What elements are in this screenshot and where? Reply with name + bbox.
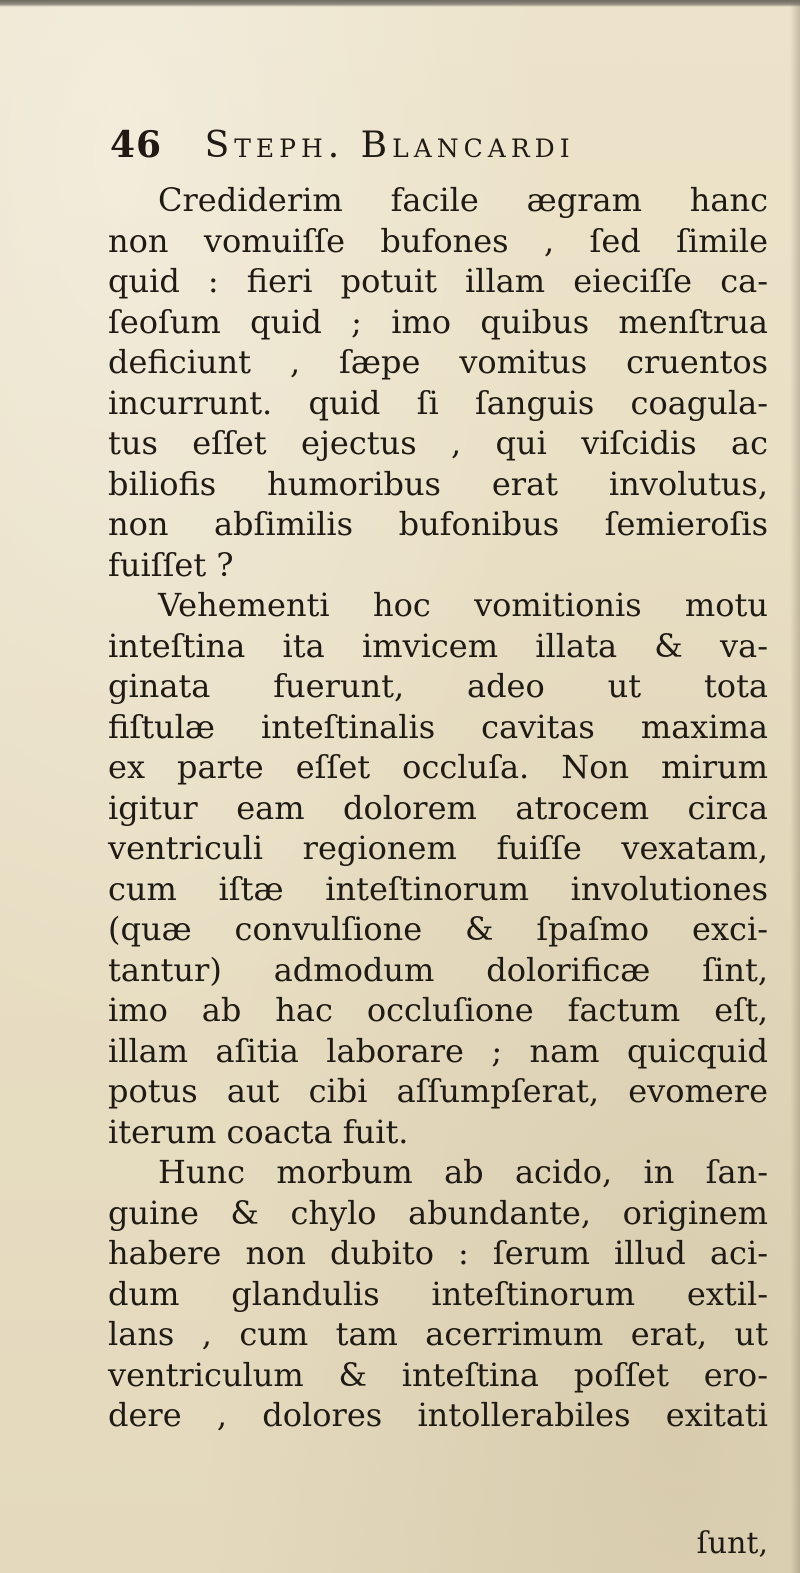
text-line: ventriculi regionem fuiſſe vexatam, bbox=[108, 829, 768, 867]
text-line: igitur eam dolorem atrocem circa bbox=[108, 788, 768, 827]
text-line: ex parte eſſet occluſa. Non mirum bbox=[108, 748, 768, 786]
text-line: cum iſtæ inteſtinorum involutiones bbox=[108, 869, 768, 908]
text-line: deficiunt , ſæpe vomitus cruentos bbox=[108, 343, 768, 381]
paragraph bbox=[108, 585, 768, 1152]
text-line: illam aſitia laborare ; nam quicquid bbox=[108, 1031, 768, 1070]
body-text bbox=[108, 180, 768, 1436]
text-line: lans , cum tam acerrimum erat, ut bbox=[108, 1315, 768, 1353]
text-line: fiſtulæ inteſtinalis cavitas maxima bbox=[108, 707, 768, 746]
text-line: habere non dubito : ſerum illud aci- bbox=[108, 1234, 768, 1272]
paragraph bbox=[108, 1152, 768, 1436]
running-title: Steph. Blancardi bbox=[204, 125, 575, 166]
text-line: Hunc morbum ab acido, in ſan- bbox=[158, 1153, 768, 1191]
text-line: inteſtina ita imvicem illata & va- bbox=[108, 626, 768, 665]
text-line: Crediderim facile ægram hanc bbox=[158, 181, 768, 219]
text-line: tus eſſet ejectus , qui viſcidis ac bbox=[108, 424, 768, 462]
page-gutter-shadow bbox=[790, 0, 800, 1573]
page-top-edge bbox=[0, 0, 800, 7]
page-number: 46 bbox=[110, 124, 163, 166]
text-line: (quæ convulſione & ſpaſmo exci- bbox=[108, 910, 768, 948]
text-line: incurrunt. quid ſi ſanguis coagula- bbox=[108, 383, 768, 422]
text-line: ventriculum & inteſtina poſſet ero- bbox=[108, 1355, 768, 1394]
text-line: ginata fuerunt, adeo ut tota bbox=[108, 667, 768, 705]
text-line: fuiſſet ? bbox=[108, 545, 234, 584]
catchword: ſunt, bbox=[696, 1526, 768, 1561]
text-line: quid : fieri potuit illam eieciſſe ca- bbox=[108, 262, 768, 300]
text-line: non abſimilis bufonibus ſemieroſis bbox=[108, 505, 768, 543]
text-line: guine & chylo abundante, originem bbox=[108, 1193, 768, 1232]
text-line: dum glandulis inteſtinorum extil- bbox=[108, 1274, 768, 1313]
text-line: dere , dolores intollerabiles exitati bbox=[108, 1396, 768, 1434]
paragraph bbox=[108, 180, 768, 585]
text-line: tantur) admodum dolorificæ ſint, bbox=[108, 950, 768, 989]
text-line: biliofis humoribus erat involutus, bbox=[108, 464, 768, 503]
running-head bbox=[110, 122, 710, 168]
text-line: potus aut cibi aſſumpſerat, evomere bbox=[108, 1072, 768, 1110]
text-line: ſeoſum quid ; imo quibus menſtrua bbox=[108, 302, 768, 341]
text-line: non vomuiſſe bufones , ſed ſimile bbox=[108, 221, 768, 260]
text-line: imo ab hac occluſione factum eſt, bbox=[108, 991, 768, 1029]
text-line: iterum coacta fuit. bbox=[108, 1112, 409, 1151]
text-line: Vehementi hoc vomitionis motu bbox=[158, 586, 768, 624]
